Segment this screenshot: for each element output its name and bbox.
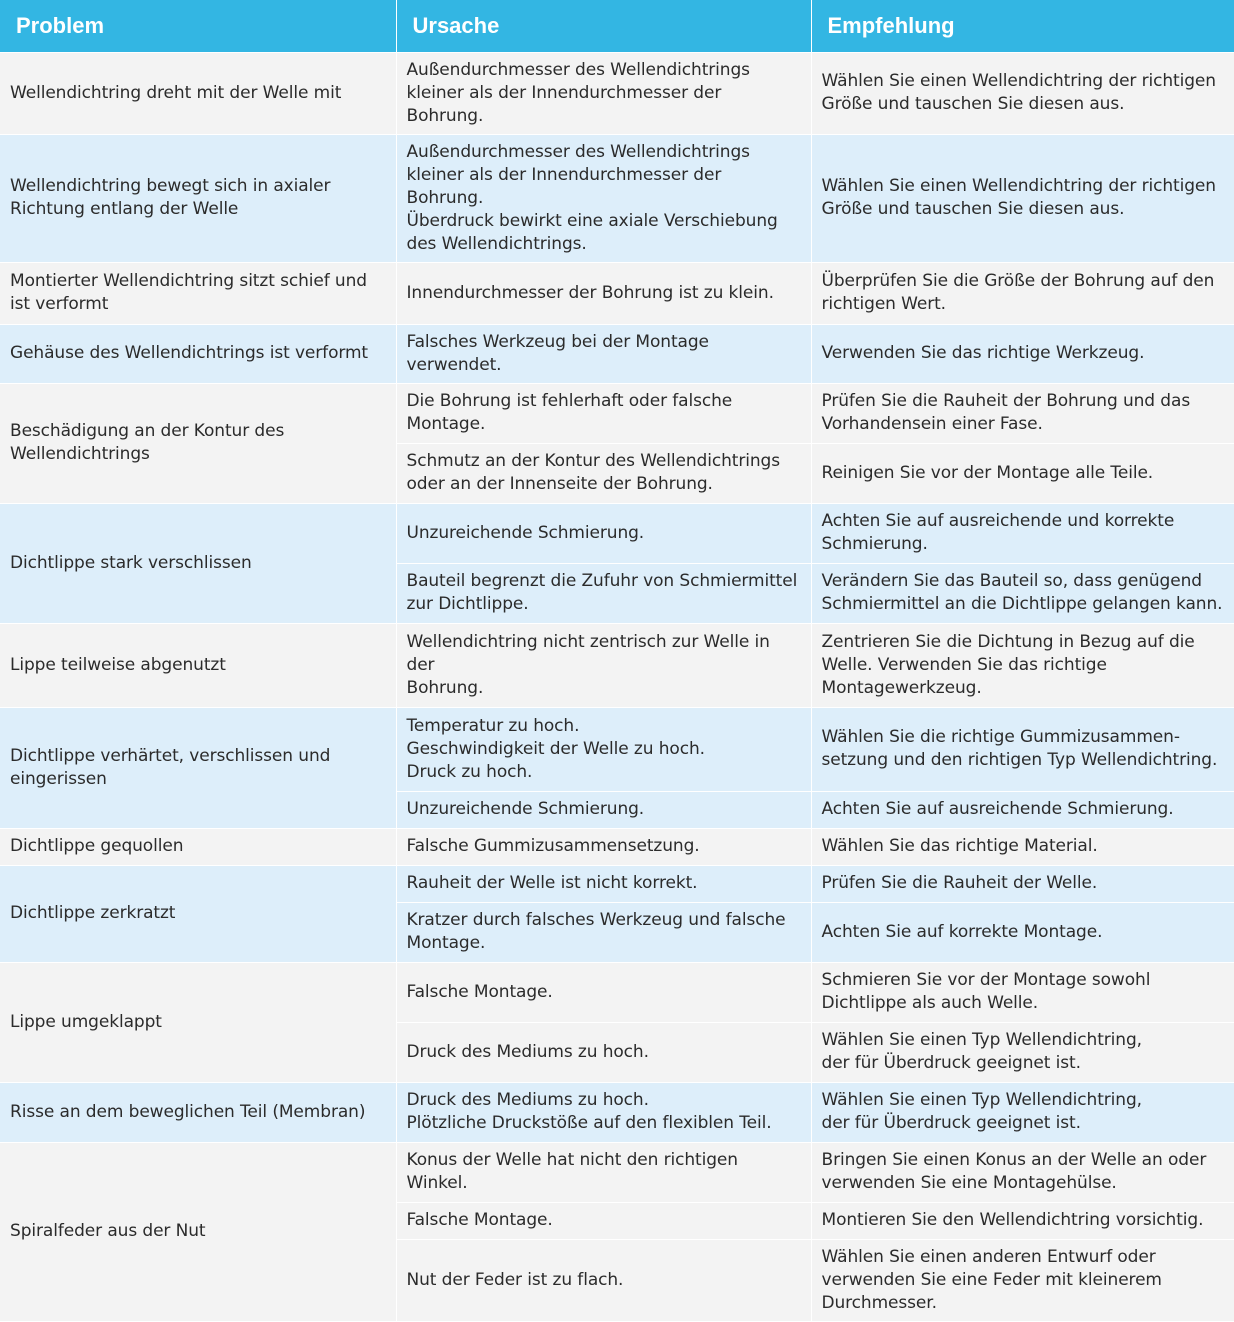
table-row [0,1142,1234,1202]
problem-cell: Dichtlippe zerkratzt [0,865,396,962]
problem-cell: Wellendichtring dreht mit der Welle mit [0,52,396,134]
table-row [0,707,1234,791]
recommendation-cell: Wählen Sie einen anderen Entwurf oder verwenden Sie eine Feder mit kleinerem Durchmesser. [811,1239,1234,1321]
table-row [0,962,1234,1022]
cause-cell: Konus der Welle hat nicht den richtigen Winkel. [396,1142,811,1202]
recommendation-cell: Wählen Sie die richtige Gummizusammen- setzung und den richtigen Typ Wellendichtring. [811,707,1234,791]
table-row [0,134,1234,262]
problem-group [0,1082,1234,1142]
problem-cell: Spiralfeder aus der Nut [0,1142,396,1321]
problem-group [0,1142,1234,1321]
cause-cell: Außendurchmesser des Wellendichtrings kleiner als der Innendurchmesser der Bohrung. [396,52,811,134]
table-row [0,262,1234,324]
recommendation-cell: Achten Sie auf ausreichende und korrekte Schmierung. [811,503,1234,563]
header-recommendation: Empfehlung [811,0,1234,52]
recommendation-cell: Wählen Sie einen Typ Wellendichtring, der für Überdruck geeignet ist. [811,1082,1234,1142]
problem-group [0,134,1234,262]
problem-cell: Beschädigung an der Kontur des Wellendichtrings [0,383,396,503]
problem-group [0,828,1234,865]
problem-group [0,865,1234,962]
problem-group [0,324,1234,383]
problem-cell: Gehäuse des Wellendichtrings ist verformt [0,324,396,383]
cause-cell: Falsche Gummizusammensetzung. [396,828,811,865]
problem-cell: Lippe teilweise abgenutzt [0,623,396,707]
header-cause: Ursache [396,0,811,52]
cause-cell: Falsche Montage. [396,962,811,1022]
table-row [0,383,1234,443]
table-row [0,828,1234,865]
problem-group [0,962,1234,1082]
problem-cell: Dichtlippe verhärtet, verschlissen und eingerissen [0,707,396,828]
recommendation-cell: Bringen Sie einen Konus an der Welle an oder verwenden Sie eine Montagehülse. [811,1142,1234,1202]
cause-cell: Rauheit der Welle ist nicht korrekt. [396,865,811,902]
problem-cell: Wellendichtring bewegt sich in axialer Richtung entlang der Welle [0,134,396,262]
problem-cell: Lippe umgeklappt [0,962,396,1082]
header-problem: Problem [0,0,396,52]
cause-cell: Druck des Mediums zu hoch. [396,1022,811,1082]
recommendation-cell: Zentrieren Sie die Dichtung in Bezug auf die Welle. Verwenden Sie das richtige Montagewerkzeug. [811,623,1234,707]
table-row [0,1082,1234,1142]
cause-cell: Innendurchmesser der Bohrung ist zu klein. [396,262,811,324]
recommendation-cell: Verändern Sie das Bauteil so, dass genügend Schmiermittel an die Dichtlippe gelangen kann. [811,563,1234,623]
cause-cell: Schmutz an der Kontur des Wellendichtrings oder an der Innenseite der Bohrung. [396,443,811,503]
problem-group [0,52,1234,134]
problem-cell: Montierter Wellendichtring sitzt schief und ist verformt [0,262,396,324]
recommendation-cell: Wählen Sie das richtige Material. [811,828,1234,865]
cause-cell: Kratzer durch falsches Werkzeug und falsche Montage. [396,902,811,962]
problem-cell: Risse an dem beweglichen Teil (Membran) [0,1082,396,1142]
recommendation-cell: Überprüfen Sie die Größe der Bohrung auf den richtigen Wert. [811,262,1234,324]
table-row [0,503,1234,563]
cause-cell: Nut der Feder ist zu flach. [396,1239,811,1321]
problem-group [0,623,1234,707]
problem-cell: Dichtlippe gequollen [0,828,396,865]
cause-cell: Unzureichende Schmierung. [396,791,811,828]
cause-cell: Unzureichende Schmierung. [396,503,811,563]
problem-group [0,262,1234,324]
table-row [0,623,1234,707]
cause-cell: Druck des Mediums zu hoch. Plötzliche Druckstöße auf den flexiblen Teil. [396,1082,811,1142]
cause-cell: Die Bohrung ist fehlerhaft oder falsche Montage. [396,383,811,443]
recommendation-cell: Reinigen Sie vor der Montage alle Teile. [811,443,1234,503]
cause-cell: Wellendichtring nicht zentrisch zur Welle in der Bohrung. [396,623,811,707]
cause-cell: Bauteil begrenzt die Zufuhr von Schmiermittel zur Dichtlippe. [396,563,811,623]
recommendation-cell: Wählen Sie einen Wellendichtring der richtigen Größe und tauschen Sie diesen aus. [811,52,1234,134]
recommendation-cell: Prüfen Sie die Rauheit der Welle. [811,865,1234,902]
table-row [0,324,1234,383]
cause-cell: Falsches Werkzeug bei der Montage verwendet. [396,324,811,383]
recommendation-cell: Wählen Sie einen Wellendichtring der richtigen Größe und tauschen Sie diesen aus. [811,134,1234,262]
recommendation-cell: Achten Sie auf ausreichende Schmierung. [811,791,1234,828]
recommendation-cell: Prüfen Sie die Rauheit der Bohrung und das Vorhandensein einer Fase. [811,383,1234,443]
recommendation-cell: Wählen Sie einen Typ Wellendichtring, der für Überdruck geeignet ist. [811,1022,1234,1082]
cause-cell: Außendurchmesser des Wellendichtrings kleiner als der Innendurchmesser der Bohrung. Überdruck bewirkt eine axiale Verschiebung des Wellendichtrings. [396,134,811,262]
table-row [0,52,1234,134]
table-row [0,865,1234,902]
table-header [0,0,1234,52]
recommendation-cell: Schmieren Sie vor der Montage sowohl Dichtlippe als auch Welle. [811,962,1234,1022]
problem-cell: Dichtlippe stark verschlissen [0,503,396,623]
cause-cell: Falsche Montage. [396,1202,811,1239]
recommendation-cell: Verwenden Sie das richtige Werkzeug. [811,324,1234,383]
recommendation-cell: Achten Sie auf korrekte Montage. [811,902,1234,962]
problem-group [0,707,1234,828]
problem-group [0,383,1234,503]
problem-group [0,503,1234,623]
recommendation-cell: Montieren Sie den Wellendichtring vorsichtig. [811,1202,1234,1239]
header-row [0,0,1234,52]
cause-cell: Temperatur zu hoch. Geschwindigkeit der Welle zu hoch. Druck zu hoch. [396,707,811,791]
